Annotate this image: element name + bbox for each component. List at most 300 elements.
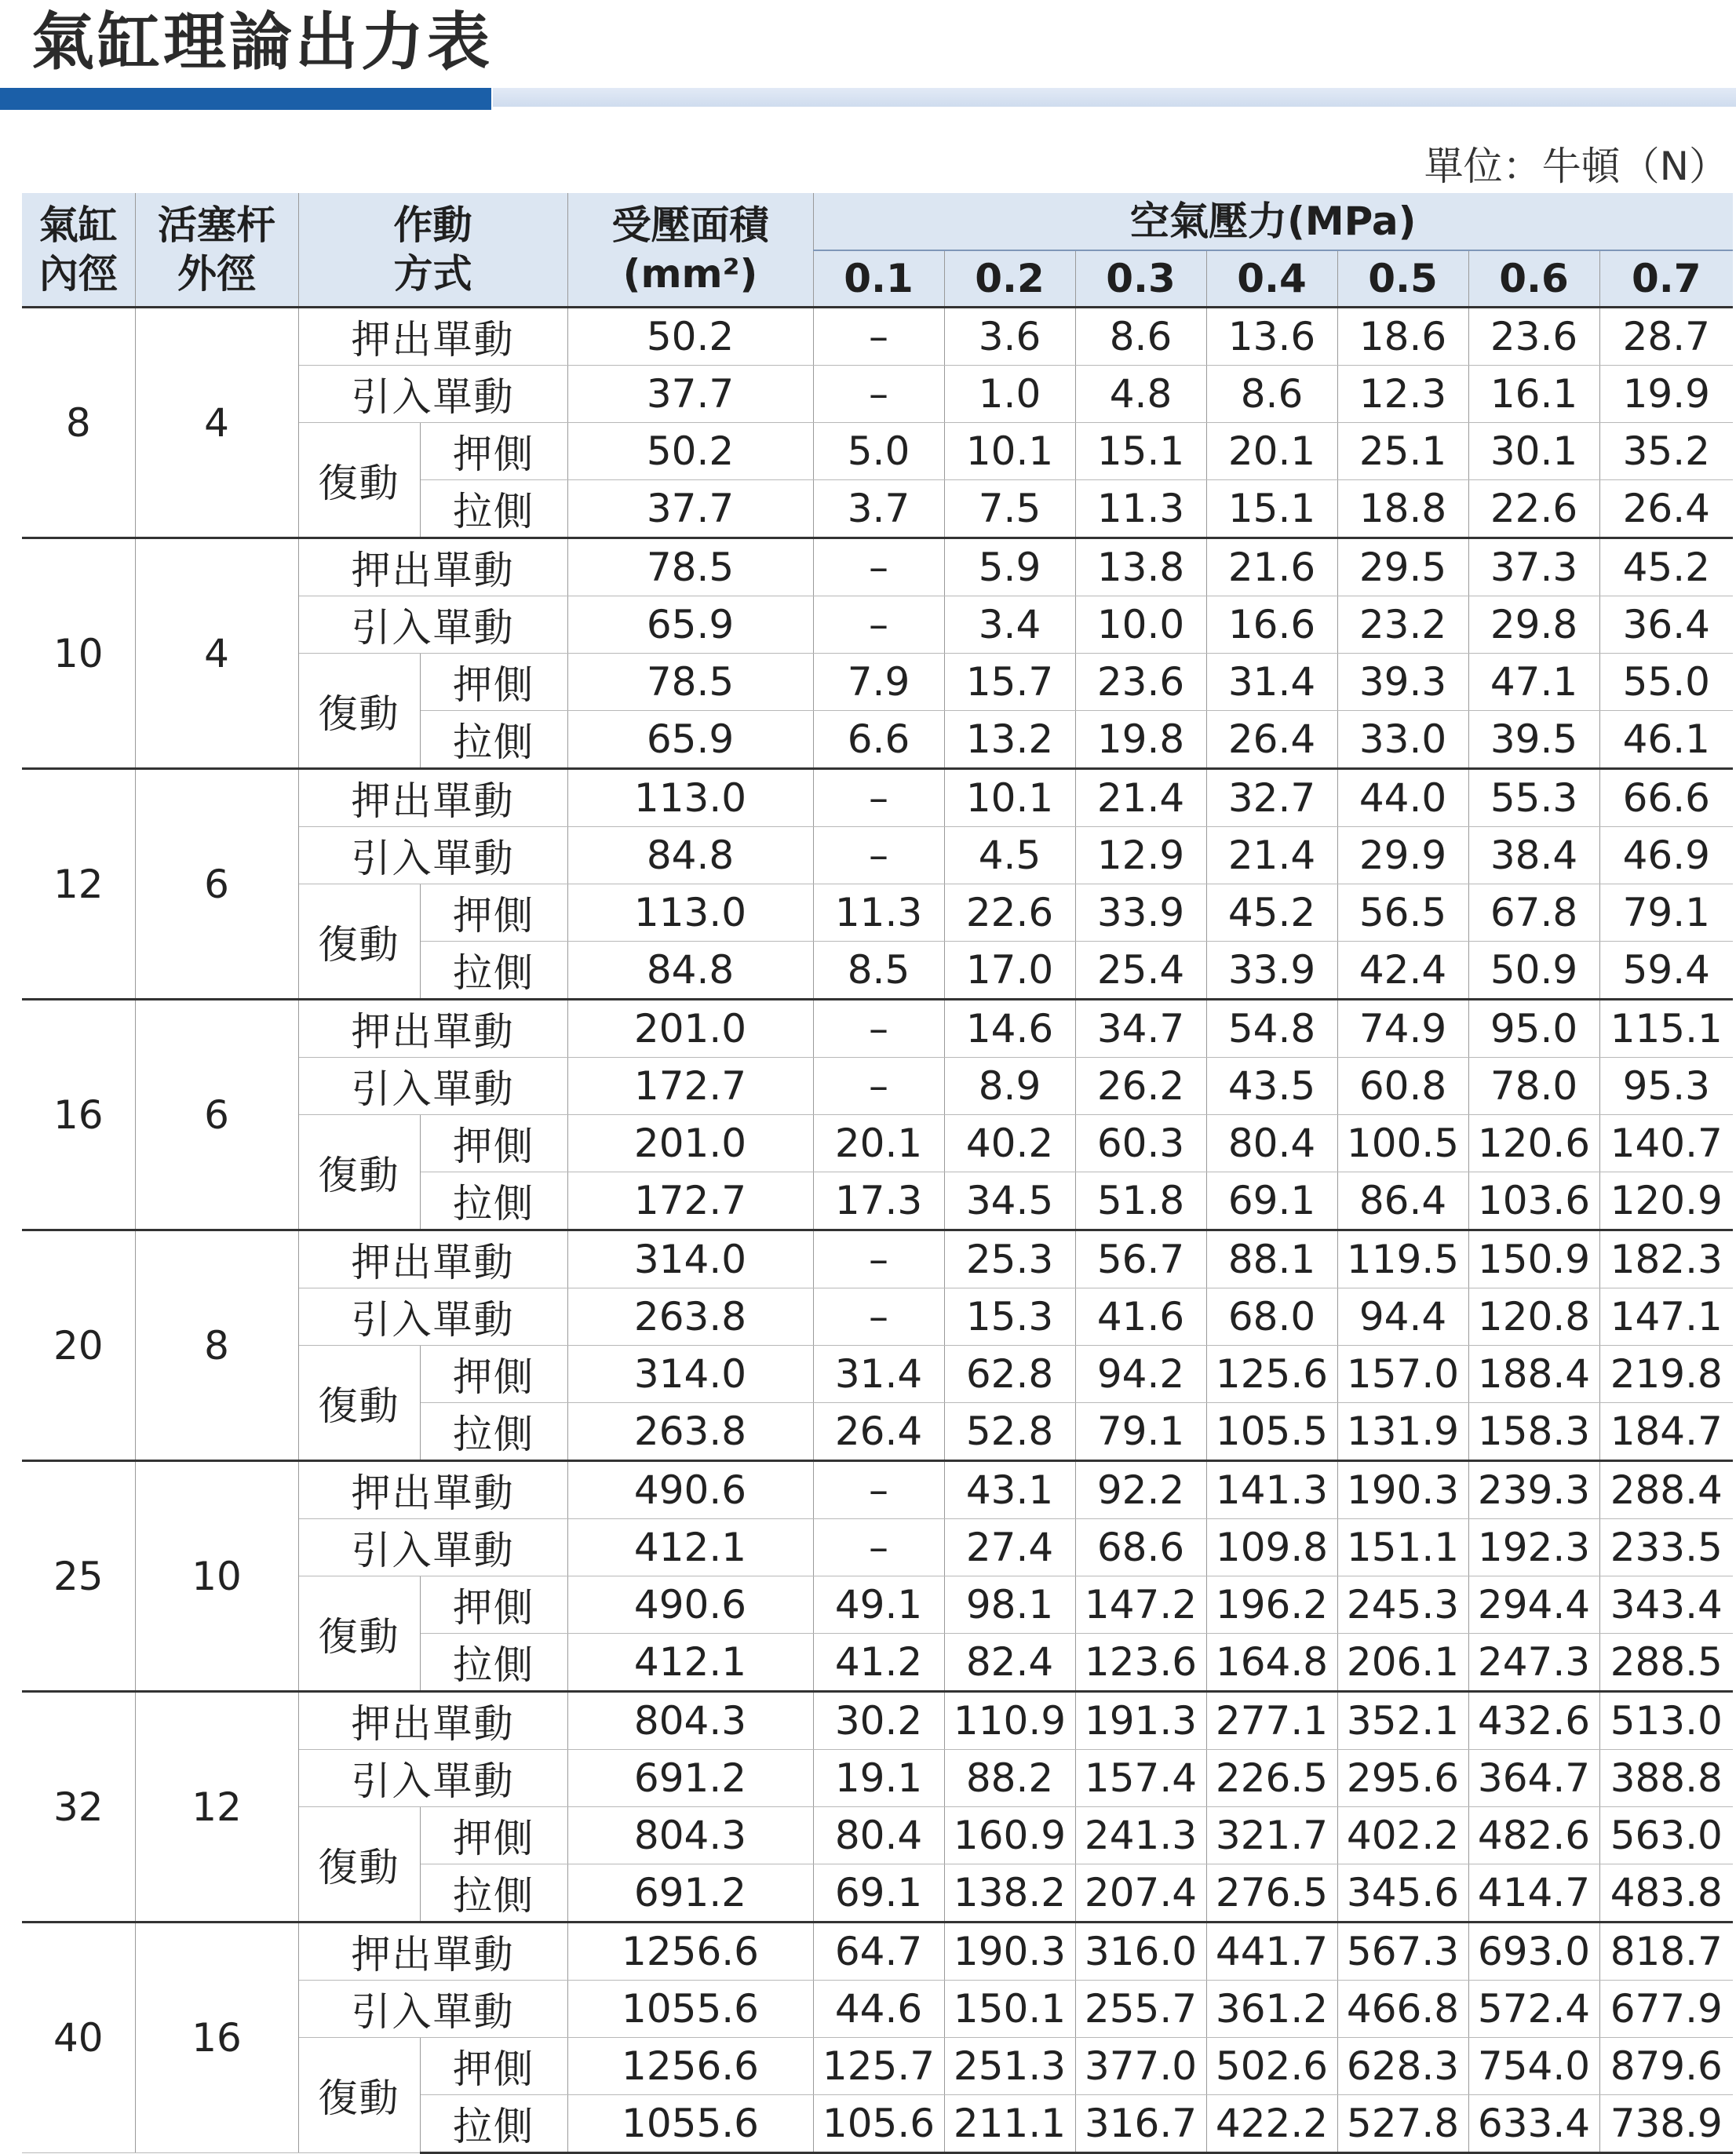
force-value-cell: 233.5 xyxy=(1599,1519,1733,1576)
area-cell: 490.6 xyxy=(567,1576,813,1634)
force-value-cell: 441.7 xyxy=(1206,1923,1337,1981)
action-cell: 押出單動 xyxy=(298,769,567,827)
force-value-cell: 483.8 xyxy=(1599,1864,1733,1923)
force-value-cell: 754.0 xyxy=(1468,2038,1599,2095)
force-value-cell: 66.6 xyxy=(1599,769,1733,827)
force-value-cell: 151.1 xyxy=(1337,1519,1468,1576)
force-value-cell: 79.1 xyxy=(1075,1403,1206,1461)
header-pressure: 0.5 xyxy=(1337,250,1468,308)
force-value-cell: 164.8 xyxy=(1206,1634,1337,1692)
force-value-cell: 31.4 xyxy=(813,1346,944,1403)
force-value-cell: 23.6 xyxy=(1075,654,1206,711)
force-value-cell: 28.7 xyxy=(1599,308,1733,366)
action-cell: 押出單動 xyxy=(298,538,567,596)
rod-cell: 4 xyxy=(135,308,298,538)
side-cell: 拉側 xyxy=(420,942,567,1000)
header-pressure: 0.4 xyxy=(1206,250,1337,308)
action-cell: 復動 xyxy=(298,1807,420,1923)
force-value-cell: 352.1 xyxy=(1337,1692,1468,1750)
force-value-cell: 4.5 xyxy=(944,827,1075,884)
side-cell: 押側 xyxy=(420,1115,567,1172)
force-value-cell: 1.0 xyxy=(944,366,1075,423)
force-value-cell: 22.6 xyxy=(944,884,1075,942)
force-value-cell: 6.6 xyxy=(813,711,944,769)
force-value-cell: 55.0 xyxy=(1599,654,1733,711)
force-value-cell: 12.3 xyxy=(1337,366,1468,423)
force-value-cell: – xyxy=(813,538,944,596)
force-value-cell: 64.7 xyxy=(813,1923,944,1981)
force-value-cell: 120.6 xyxy=(1468,1115,1599,1172)
header-pressure: 0.2 xyxy=(944,250,1075,308)
area-cell: 691.2 xyxy=(567,1864,813,1923)
side-cell: 拉側 xyxy=(420,1403,567,1461)
action-cell: 押出單動 xyxy=(298,1000,567,1058)
side-cell: 押側 xyxy=(420,1346,567,1403)
side-cell: 押側 xyxy=(420,1576,567,1634)
force-value-cell: 120.9 xyxy=(1599,1172,1733,1230)
force-value-cell: – xyxy=(813,1058,944,1115)
force-value-cell: 32.7 xyxy=(1206,769,1337,827)
force-value-cell: 343.4 xyxy=(1599,1576,1733,1634)
rod-cell: 12 xyxy=(135,1692,298,1923)
force-value-cell: 120.8 xyxy=(1468,1288,1599,1346)
force-value-cell: 35.2 xyxy=(1599,423,1733,480)
force-value-cell: 211.1 xyxy=(944,2095,1075,2153)
cylinder-force-table xyxy=(22,193,1733,2154)
force-value-cell: 68.0 xyxy=(1206,1288,1337,1346)
bore-cell: 8 xyxy=(22,308,135,538)
force-value-cell: 26.2 xyxy=(1075,1058,1206,1115)
area-cell: 412.1 xyxy=(567,1519,813,1576)
force-value-cell: 86.4 xyxy=(1337,1172,1468,1230)
force-value-cell: 125.6 xyxy=(1206,1346,1337,1403)
area-cell: 172.7 xyxy=(567,1172,813,1230)
force-value-cell: 92.2 xyxy=(1075,1461,1206,1519)
force-value-cell: 45.2 xyxy=(1206,884,1337,942)
force-value-cell: 206.1 xyxy=(1337,1634,1468,1692)
side-cell: 拉側 xyxy=(420,1634,567,1692)
force-value-cell: 502.6 xyxy=(1206,2038,1337,2095)
force-value-cell: 55.3 xyxy=(1468,769,1599,827)
area-cell: 804.3 xyxy=(567,1807,813,1864)
area-cell: 1055.6 xyxy=(567,1981,813,2038)
action-cell: 押出單動 xyxy=(298,1923,567,1981)
force-value-cell: 38.4 xyxy=(1468,827,1599,884)
force-value-cell: 21.4 xyxy=(1206,827,1337,884)
table-row xyxy=(22,1000,1733,1058)
force-value-cell: 115.1 xyxy=(1599,1000,1733,1058)
header-action: 作動 方式 xyxy=(298,193,567,308)
force-value-cell: 119.5 xyxy=(1337,1230,1468,1288)
force-value-cell: 10.1 xyxy=(944,423,1075,480)
force-value-cell: 46.9 xyxy=(1599,827,1733,884)
area-cell: 84.8 xyxy=(567,942,813,1000)
table-row xyxy=(22,308,1733,366)
force-value-cell: 60.3 xyxy=(1075,1115,1206,1172)
bore-cell: 20 xyxy=(22,1230,135,1461)
action-cell: 復動 xyxy=(298,1576,420,1692)
force-value-cell: 110.9 xyxy=(944,1692,1075,1750)
rod-cell: 10 xyxy=(135,1461,298,1692)
force-value-cell: 294.4 xyxy=(1468,1576,1599,1634)
force-value-cell: 109.8 xyxy=(1206,1519,1337,1576)
force-value-cell: 45.2 xyxy=(1599,538,1733,596)
force-value-cell: 95.3 xyxy=(1599,1058,1733,1115)
force-value-cell: – xyxy=(813,1230,944,1288)
table-row xyxy=(22,1230,1733,1288)
force-value-cell: 11.3 xyxy=(1075,480,1206,538)
force-value-cell: – xyxy=(813,827,944,884)
force-value-cell: 628.3 xyxy=(1337,2038,1468,2095)
bore-cell: 16 xyxy=(22,1000,135,1230)
area-cell: 37.7 xyxy=(567,480,813,538)
force-value-cell: 80.4 xyxy=(1206,1115,1337,1172)
table-row xyxy=(22,769,1733,827)
force-value-cell: 147.2 xyxy=(1075,1576,1206,1634)
force-value-cell: 17.3 xyxy=(813,1172,944,1230)
area-cell: 65.9 xyxy=(567,596,813,654)
area-cell: 804.3 xyxy=(567,1692,813,1750)
header-pressure-group: 空氣壓力(MPa) xyxy=(813,193,1733,250)
force-value-cell: 16.1 xyxy=(1468,366,1599,423)
force-value-cell: 88.2 xyxy=(944,1750,1075,1807)
action-cell: 復動 xyxy=(298,1115,420,1230)
header-pressure: 0.7 xyxy=(1599,250,1733,308)
force-value-cell: 466.8 xyxy=(1337,1981,1468,2038)
area-cell: 691.2 xyxy=(567,1750,813,1807)
force-value-cell: 39.5 xyxy=(1468,711,1599,769)
force-value-cell: 677.9 xyxy=(1599,1981,1733,2038)
force-value-cell: 41.2 xyxy=(813,1634,944,1692)
force-value-cell: 33.9 xyxy=(1075,884,1206,942)
force-value-cell: 141.3 xyxy=(1206,1461,1337,1519)
force-value-cell: 26.4 xyxy=(813,1403,944,1461)
force-value-cell: 190.3 xyxy=(944,1923,1075,1981)
force-value-cell: 138.2 xyxy=(944,1864,1075,1923)
force-value-cell: 150.1 xyxy=(944,1981,1075,2038)
force-value-cell: 20.1 xyxy=(813,1115,944,1172)
force-value-cell: 94.2 xyxy=(1075,1346,1206,1403)
area-cell: 113.0 xyxy=(567,884,813,942)
area-cell: 314.0 xyxy=(567,1346,813,1403)
force-value-cell: 54.8 xyxy=(1206,1000,1337,1058)
table-row xyxy=(22,1461,1733,1519)
area-cell: 50.2 xyxy=(567,423,813,480)
area-cell: 314.0 xyxy=(567,1230,813,1288)
force-value-cell: 23.2 xyxy=(1337,596,1468,654)
force-value-cell: 60.8 xyxy=(1337,1058,1468,1115)
force-value-cell: 26.4 xyxy=(1206,711,1337,769)
force-value-cell: 157.0 xyxy=(1337,1346,1468,1403)
area-cell: 1256.6 xyxy=(567,1923,813,1981)
force-value-cell: 30.2 xyxy=(813,1692,944,1750)
force-value-cell: 316.7 xyxy=(1075,2095,1206,2153)
force-value-cell: 247.3 xyxy=(1468,1634,1599,1692)
action-cell: 復動 xyxy=(298,423,420,538)
force-value-cell: 241.3 xyxy=(1075,1807,1206,1864)
side-cell: 押側 xyxy=(420,654,567,711)
force-value-cell: 10.0 xyxy=(1075,596,1206,654)
side-cell: 拉側 xyxy=(420,711,567,769)
force-value-cell: 88.1 xyxy=(1206,1230,1337,1288)
force-value-cell: 69.1 xyxy=(1206,1172,1337,1230)
force-value-cell: 157.4 xyxy=(1075,1750,1206,1807)
force-value-cell: 364.7 xyxy=(1468,1750,1599,1807)
table-row xyxy=(22,538,1733,596)
force-value-cell: 738.9 xyxy=(1599,2095,1733,2153)
force-value-cell: 5.0 xyxy=(813,423,944,480)
force-value-cell: 192.3 xyxy=(1468,1519,1599,1576)
force-value-cell: 402.2 xyxy=(1337,1807,1468,1864)
force-value-cell: 432.6 xyxy=(1468,1692,1599,1750)
header-pressure: 0.3 xyxy=(1075,250,1206,308)
force-value-cell: 22.6 xyxy=(1468,480,1599,538)
force-value-cell: 288.5 xyxy=(1599,1634,1733,1692)
force-value-cell: 11.3 xyxy=(813,884,944,942)
force-value-cell: 23.6 xyxy=(1468,308,1599,366)
force-value-cell: 482.6 xyxy=(1468,1807,1599,1864)
force-value-cell: 219.8 xyxy=(1599,1346,1733,1403)
area-cell: 201.0 xyxy=(567,1000,813,1058)
force-value-cell: 13.6 xyxy=(1206,308,1337,366)
force-value-cell: 34.7 xyxy=(1075,1000,1206,1058)
force-value-cell: 105.6 xyxy=(813,2095,944,2153)
force-value-cell: 361.2 xyxy=(1206,1981,1337,2038)
action-cell: 引入單動 xyxy=(298,1750,567,1807)
force-value-cell: 245.3 xyxy=(1337,1576,1468,1634)
force-value-cell: 125.7 xyxy=(813,2038,944,2095)
area-cell: 263.8 xyxy=(567,1403,813,1461)
force-value-cell: 44.6 xyxy=(813,1981,944,2038)
side-cell: 押側 xyxy=(420,423,567,480)
force-value-cell: 563.0 xyxy=(1599,1807,1733,1864)
force-value-cell: 572.4 xyxy=(1468,1981,1599,2038)
force-value-cell: 33.9 xyxy=(1206,942,1337,1000)
force-value-cell: 160.9 xyxy=(944,1807,1075,1864)
force-value-cell: 105.5 xyxy=(1206,1403,1337,1461)
header-pressure: 0.6 xyxy=(1468,250,1599,308)
force-value-cell: 276.5 xyxy=(1206,1864,1337,1923)
force-value-cell: 56.5 xyxy=(1337,884,1468,942)
force-value-cell: – xyxy=(813,366,944,423)
action-cell: 押出單動 xyxy=(298,1461,567,1519)
force-value-cell: 8.6 xyxy=(1206,366,1337,423)
force-value-cell: 79.1 xyxy=(1599,884,1733,942)
side-cell: 拉側 xyxy=(420,2095,567,2153)
force-value-cell: 239.3 xyxy=(1468,1461,1599,1519)
force-value-cell: 345.6 xyxy=(1337,1864,1468,1923)
action-cell: 復動 xyxy=(298,654,420,769)
force-value-cell: 43.5 xyxy=(1206,1058,1337,1115)
force-value-cell: – xyxy=(813,308,944,366)
force-value-cell: 21.4 xyxy=(1075,769,1206,827)
force-value-cell: 513.0 xyxy=(1599,1692,1733,1750)
force-value-cell: 693.0 xyxy=(1468,1923,1599,1981)
force-value-cell: – xyxy=(813,1000,944,1058)
force-value-cell: 818.7 xyxy=(1599,1923,1733,1981)
force-value-cell: 567.3 xyxy=(1337,1923,1468,1981)
rod-cell: 4 xyxy=(135,538,298,769)
force-value-cell: 100.5 xyxy=(1337,1115,1468,1172)
force-value-cell: 82.4 xyxy=(944,1634,1075,1692)
force-value-cell: 20.1 xyxy=(1206,423,1337,480)
force-value-cell: – xyxy=(813,596,944,654)
force-value-cell: 19.1 xyxy=(813,1750,944,1807)
force-value-cell: 879.6 xyxy=(1599,2038,1733,2095)
action-cell: 引入單動 xyxy=(298,596,567,654)
force-value-cell: 3.4 xyxy=(944,596,1075,654)
force-value-cell: 25.1 xyxy=(1337,423,1468,480)
area-cell: 412.1 xyxy=(567,1634,813,1692)
force-value-cell: 188.4 xyxy=(1468,1346,1599,1403)
force-value-cell: 13.8 xyxy=(1075,538,1206,596)
force-value-cell: 49.1 xyxy=(813,1576,944,1634)
force-value-cell: 69.1 xyxy=(813,1864,944,1923)
force-value-cell: 140.7 xyxy=(1599,1115,1733,1172)
side-cell: 押側 xyxy=(420,884,567,942)
force-value-cell: 47.1 xyxy=(1468,654,1599,711)
force-value-cell: 43.1 xyxy=(944,1461,1075,1519)
force-value-cell: 51.8 xyxy=(1075,1172,1206,1230)
force-value-cell: 150.9 xyxy=(1468,1230,1599,1288)
force-value-cell: 62.8 xyxy=(944,1346,1075,1403)
area-cell: 65.9 xyxy=(567,711,813,769)
bore-cell: 25 xyxy=(22,1461,135,1692)
action-cell: 引入單動 xyxy=(298,1058,567,1115)
area-cell: 201.0 xyxy=(567,1115,813,1172)
force-value-cell: 36.4 xyxy=(1599,596,1733,654)
force-value-cell: 388.8 xyxy=(1599,1750,1733,1807)
force-value-cell: 74.9 xyxy=(1337,1000,1468,1058)
force-value-cell: 59.4 xyxy=(1599,942,1733,1000)
force-value-cell: 78.0 xyxy=(1468,1058,1599,1115)
force-value-cell: 14.6 xyxy=(944,1000,1075,1058)
force-value-cell: 18.6 xyxy=(1337,308,1468,366)
force-value-cell: 321.7 xyxy=(1206,1807,1337,1864)
force-value-cell: 207.4 xyxy=(1075,1864,1206,1923)
area-cell: 78.5 xyxy=(567,538,813,596)
header-rod: 活塞杆 外徑 xyxy=(135,193,298,308)
rod-cell: 8 xyxy=(135,1230,298,1461)
force-value-cell: 13.2 xyxy=(944,711,1075,769)
force-value-cell: 633.4 xyxy=(1468,2095,1599,2153)
force-value-cell: 182.3 xyxy=(1599,1230,1733,1288)
force-value-cell: 255.7 xyxy=(1075,1981,1206,2038)
header-area: 受壓面積 (mm²) xyxy=(567,193,813,308)
area-cell: 113.0 xyxy=(567,769,813,827)
force-value-cell: – xyxy=(813,1519,944,1576)
area-cell: 1055.6 xyxy=(567,2095,813,2153)
force-value-cell: 52.8 xyxy=(944,1403,1075,1461)
title-underline-accent xyxy=(0,88,491,110)
force-value-cell: 44.0 xyxy=(1337,769,1468,827)
force-value-cell: 19.8 xyxy=(1075,711,1206,769)
force-value-cell: 226.5 xyxy=(1206,1750,1337,1807)
action-cell: 引入單動 xyxy=(298,827,567,884)
action-cell: 復動 xyxy=(298,2038,420,2153)
force-value-cell: 27.4 xyxy=(944,1519,1075,1576)
action-cell: 引入單動 xyxy=(298,1981,567,2038)
force-value-cell: 18.8 xyxy=(1337,480,1468,538)
force-value-cell: 42.4 xyxy=(1337,942,1468,1000)
force-value-cell: 5.9 xyxy=(944,538,1075,596)
header-bore: 氣缸 內徑 xyxy=(22,193,135,308)
force-value-cell: 527.8 xyxy=(1337,2095,1468,2153)
rod-cell: 6 xyxy=(135,1000,298,1230)
force-value-cell: 98.1 xyxy=(944,1576,1075,1634)
force-value-cell: 46.1 xyxy=(1599,711,1733,769)
force-value-cell: 3.6 xyxy=(944,308,1075,366)
force-value-cell: 15.7 xyxy=(944,654,1075,711)
force-value-cell: 131.9 xyxy=(1337,1403,1468,1461)
force-value-cell: 41.6 xyxy=(1075,1288,1206,1346)
force-value-cell: 67.8 xyxy=(1468,884,1599,942)
force-value-cell: 39.3 xyxy=(1337,654,1468,711)
force-value-cell: 30.1 xyxy=(1468,423,1599,480)
force-value-cell: 16.6 xyxy=(1206,596,1337,654)
force-value-cell: 196.2 xyxy=(1206,1576,1337,1634)
force-value-cell: 37.3 xyxy=(1468,538,1599,596)
force-value-cell: 7.9 xyxy=(813,654,944,711)
title-underline-bar xyxy=(493,88,1736,107)
area-cell: 78.5 xyxy=(567,654,813,711)
bore-cell: 32 xyxy=(22,1692,135,1923)
force-value-cell: 191.3 xyxy=(1075,1692,1206,1750)
force-value-cell: 422.2 xyxy=(1206,2095,1337,2153)
force-value-cell: 3.7 xyxy=(813,480,944,538)
action-cell: 押出單動 xyxy=(298,308,567,366)
force-value-cell: 8.5 xyxy=(813,942,944,1000)
force-value-cell: 103.6 xyxy=(1468,1172,1599,1230)
area-cell: 263.8 xyxy=(567,1288,813,1346)
force-value-cell: 184.7 xyxy=(1599,1403,1733,1461)
force-value-cell: 31.4 xyxy=(1206,654,1337,711)
force-value-cell: 377.0 xyxy=(1075,2038,1206,2095)
force-value-cell: 68.6 xyxy=(1075,1519,1206,1576)
header-pressure: 0.1 xyxy=(813,250,944,308)
force-value-cell: 8.6 xyxy=(1075,308,1206,366)
area-cell: 172.7 xyxy=(567,1058,813,1115)
force-value-cell: – xyxy=(813,1461,944,1519)
bore-cell: 12 xyxy=(22,769,135,1000)
force-value-cell: 19.9 xyxy=(1599,366,1733,423)
force-value-cell: 251.3 xyxy=(944,2038,1075,2095)
force-value-cell: 295.6 xyxy=(1337,1750,1468,1807)
force-value-cell: 7.5 xyxy=(944,480,1075,538)
force-value-cell: 15.1 xyxy=(1206,480,1337,538)
action-cell: 引入單動 xyxy=(298,1288,567,1346)
force-value-cell: 80.4 xyxy=(813,1807,944,1864)
bore-cell: 40 xyxy=(22,1923,135,2153)
area-cell: 50.2 xyxy=(567,308,813,366)
force-value-cell: 190.3 xyxy=(1337,1461,1468,1519)
table-row xyxy=(22,1692,1733,1750)
force-value-cell: 34.5 xyxy=(944,1172,1075,1230)
table-body xyxy=(22,308,1733,2153)
area-cell: 490.6 xyxy=(567,1461,813,1519)
force-value-cell: 147.1 xyxy=(1599,1288,1733,1346)
action-cell: 復動 xyxy=(298,884,420,1000)
force-value-cell: 26.4 xyxy=(1599,480,1733,538)
action-cell: 引入單動 xyxy=(298,366,567,423)
force-value-cell: 4.8 xyxy=(1075,366,1206,423)
rod-cell: 6 xyxy=(135,769,298,1000)
force-value-cell: 29.5 xyxy=(1337,538,1468,596)
side-cell: 拉側 xyxy=(420,1864,567,1923)
side-cell: 拉側 xyxy=(420,1172,567,1230)
bore-cell: 10 xyxy=(22,538,135,769)
force-value-cell: 8.9 xyxy=(944,1058,1075,1115)
